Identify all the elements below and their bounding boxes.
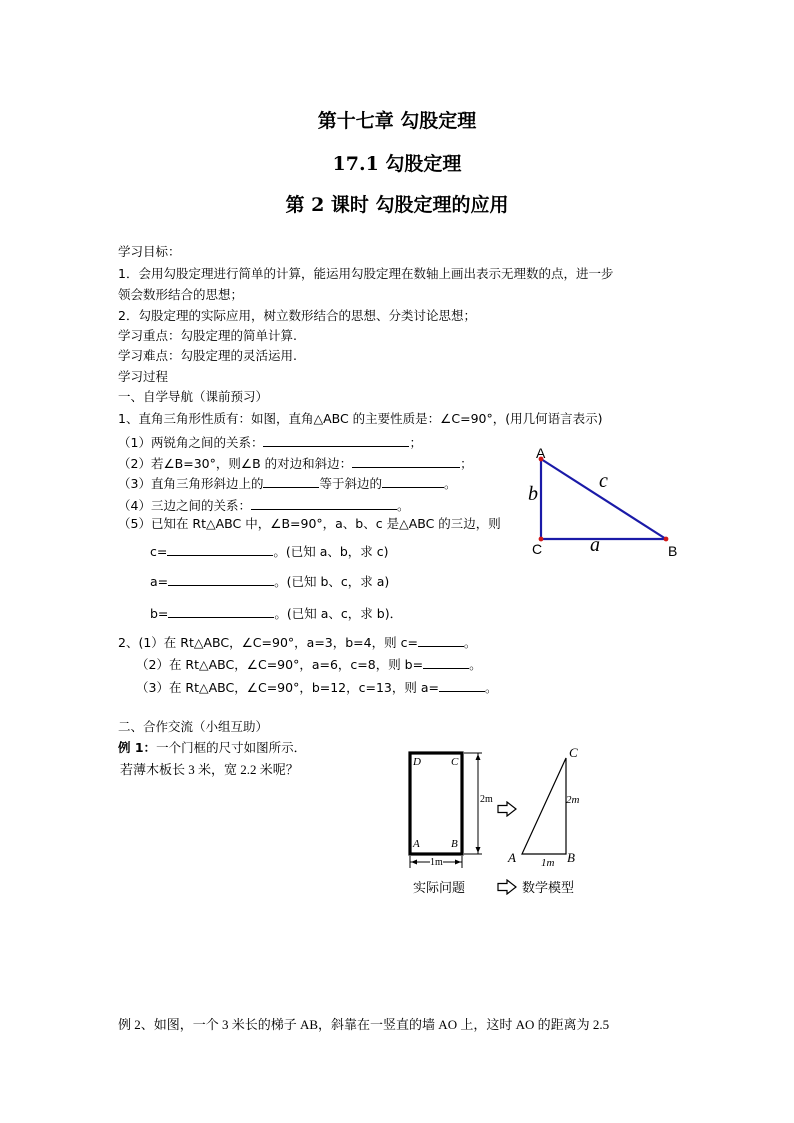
question-1-intro: 1、直角三角形性质有：如图，直角△ABC 的主要性质是：∠C=90°，(用几何语言表示): [118, 411, 603, 426]
example-1-question: 若薄木板长 3 米，宽 2.2 米呢？: [120, 762, 299, 777]
question-2-3: [136, 678, 498, 696]
objective-1-line2: 领会数形结合的思想；: [118, 287, 244, 302]
objective-1-line1: 1．会用勾股定理进行简单的计算，能运用勾股定理在数轴上画出表示无理数的点，进一步: [118, 266, 614, 281]
example-1-text: 一个门框的尺寸如图所示．: [156, 740, 307, 755]
a-label: a=: [150, 574, 169, 589]
q1-3-blank-1[interactable]: [263, 474, 319, 488]
door-height-label: 2m: [480, 794, 493, 805]
learning-process: 学习过程: [118, 369, 169, 384]
question-2-1: [118, 633, 476, 651]
model-label-b: B: [567, 850, 575, 865]
q1-3-text-a: （3）直角三角形斜边上的: [118, 476, 264, 491]
lesson-title: 第 2 课时 勾股定理的应用: [285, 194, 509, 216]
q1-2-blank[interactable]: [352, 454, 460, 468]
c-label: c=: [150, 544, 168, 559]
learning-focus: 学习重点：勾股定理的简单计算.: [118, 328, 297, 343]
q1-2-end: ；: [460, 456, 473, 471]
model-label-width: 1m: [541, 857, 555, 869]
q2-1-end: 。: [463, 635, 477, 650]
q1-4-blank[interactable]: [251, 496, 397, 510]
q2-2-end: 。: [469, 657, 482, 672]
formula-b: [150, 604, 402, 622]
example-2: 例 2、如图，一个 3 米长的梯子 AB，斜靠在一竖直的墙 AO 上，这时 AO 的距离为 2.5: [118, 1017, 610, 1032]
model-label-height: 2m: [566, 794, 580, 806]
part2-heading: 二、合作交流（小组互助）: [118, 719, 269, 734]
q2-2-text: （2）在 Rt△ABC，∠C=90°，a=6，c=8，则 b=: [136, 657, 424, 672]
door-height-arrow-down: [476, 847, 481, 853]
triangle-label-a: a: [590, 534, 600, 556]
hollow-right-arrow-icon: [497, 879, 517, 895]
q1-4-end: 。: [396, 498, 410, 513]
triangle-label-c: c: [599, 470, 608, 492]
learning-difficulty: 学习难点：勾股定理的灵活运用.: [118, 348, 297, 363]
q2-3-end: 。: [485, 680, 498, 695]
q2-2-blank[interactable]: [423, 655, 469, 669]
question-1-3: [118, 474, 457, 492]
example-1-label: 例 1：: [118, 740, 157, 755]
triangle-vertex-c: C: [532, 541, 543, 557]
q2-1-blank[interactable]: [418, 633, 464, 647]
b-label: b=: [150, 606, 169, 621]
caption-real-problem: 实际问题: [413, 881, 466, 896]
door-height-arrow-up: [476, 754, 481, 760]
q1-3-text-b: 等于斜边的: [319, 476, 382, 491]
door-width-arrow-left: [411, 860, 417, 865]
c-blank[interactable]: [167, 542, 273, 556]
q1-3-end: 。: [443, 476, 457, 491]
door-width-label: 1m: [430, 857, 443, 868]
door-width-arrow-right: [455, 860, 461, 865]
model-label-a: A: [508, 850, 516, 865]
vertex-b-dot: [664, 537, 669, 542]
question-1-2: [118, 454, 473, 472]
chapter-title: 第十七章 勾股定理: [317, 110, 477, 132]
question-1-1: [118, 433, 422, 451]
door-label-a: A: [413, 838, 420, 850]
model-triangle: [522, 758, 566, 854]
right-triangle-figure: [520, 440, 690, 564]
q1-1-blank[interactable]: [263, 433, 409, 447]
triangle-label-b: b: [528, 483, 538, 505]
q2-3-text: （3）在 Rt△ABC，∠C=90°，b=12，c=13，则 a=: [136, 680, 439, 695]
formula-a: [150, 572, 389, 590]
example-1: [118, 740, 306, 756]
q1-2-text: （2）若∠B=30°，则∠B 的对边和斜边：: [118, 456, 353, 471]
section-title: 17.1 勾股定理: [332, 153, 462, 175]
door-label-c: C: [451, 756, 459, 768]
caption-math-model: 数学模型: [522, 881, 575, 896]
hollow-right-arrow-icon: [497, 801, 517, 817]
b-hint: 。(已知 a、c，求 b)．: [274, 606, 403, 621]
question-2-2: [136, 655, 482, 673]
q2-3-blank[interactable]: [439, 678, 485, 692]
c-hint: 。(已知 a、b，求 c): [273, 544, 389, 559]
part1-heading: 一、自学导航（课前预习）: [118, 389, 269, 404]
question-1-5: （5）已知在 Rt△ABC 中，∠B=90°，a、b、c 是△ABC 的三边，则: [118, 516, 501, 531]
a-hint: 。(已知 b、c，求 a): [274, 574, 390, 589]
q1-1-end: ；: [409, 435, 422, 450]
triangle-vertex-b: B: [668, 543, 678, 559]
objective-2: 2．勾股定理的实际应用，树立数形结合的思想、分类讨论思想；: [118, 308, 476, 323]
q1-4-text: （4）三边之间的关系：: [118, 498, 251, 513]
door-label-b: B: [451, 838, 458, 850]
door-label-d: D: [413, 756, 421, 768]
a-blank[interactable]: [168, 572, 274, 586]
formula-c: [150, 542, 389, 560]
q2-1-text: 2、(1）在 Rt△ABC，∠C=90°，a=3，b=4，则 c=: [118, 635, 418, 650]
q1-3-blank-2[interactable]: [382, 474, 444, 488]
b-blank[interactable]: [168, 604, 274, 618]
objectives-heading: 学习目标：: [118, 244, 181, 259]
triangle-vertex-a: A: [536, 445, 546, 461]
q1-1-text: （1）两锐角之间的关系：: [118, 435, 264, 450]
model-label-c: C: [569, 745, 578, 760]
question-1-4: [118, 496, 409, 514]
